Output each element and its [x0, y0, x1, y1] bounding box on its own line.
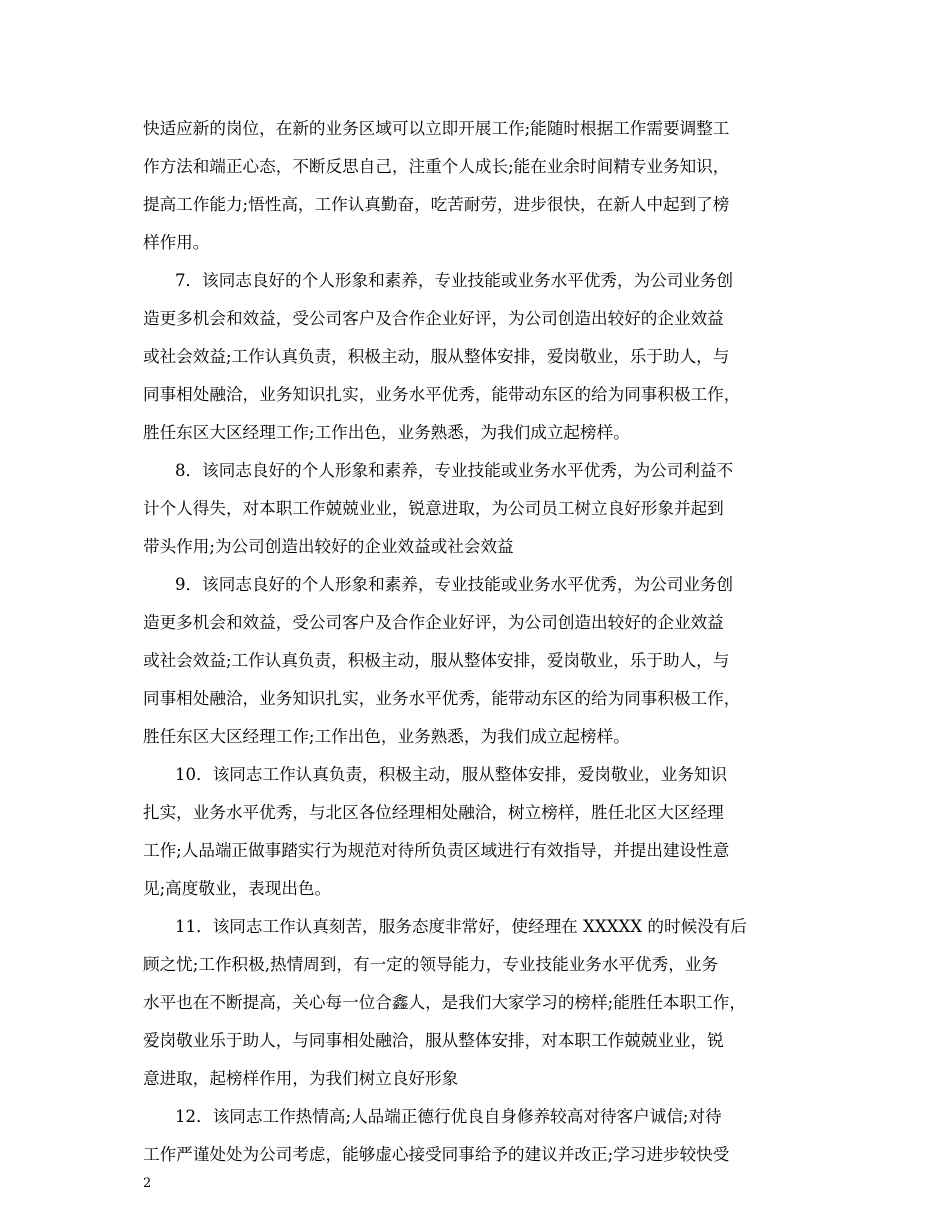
text-line: 工作严谨处处为公司考虑，能够虚心接受同事给予的建议并改正;学习进步较快受 [143, 1145, 730, 1164]
text-line: 或社会效益;工作认真负责，积极主动，服从整体安排，爱岗敬业，乐于助人，与 [143, 347, 730, 366]
text-line: 11．该同志工作认真刻苦，服务态度非常好，使经理在 XXXXX 的时候没有后 [175, 917, 747, 936]
text-line: 爱岗敬业乐于助人，与同事相处融洽，服从整体安排，对本职工作兢兢业业，锐 [143, 1031, 724, 1050]
text-line: 计个人得失，对本职工作兢兢业业，锐意进取，为公司员工树立良好形象并起到 [143, 499, 724, 518]
text-line: 胜任东区大区经理工作;工作出色，业务熟悉，为我们成立起榜样。 [143, 727, 630, 746]
text-line: 作方法和端正心态，不断反思自己，注重个人成长;能在业余时间精专业务知识， [143, 157, 730, 176]
text-line: 意进取，起榜样作用，为我们树立良好形象 [143, 1069, 459, 1088]
text-line: 样作用。 [143, 233, 210, 252]
page-number: 2 [143, 1176, 152, 1191]
text-line: 或社会效益;工作认真负责，积极主动，服从整体安排，爱岗敬业，乐于助人，与 [143, 651, 730, 670]
text-line: 同事相处融洽，业务知识扎实，业务水平优秀，能带动东区的给为同事积极工作， [143, 689, 741, 708]
text-line: 见;高度敬业，表现出色。 [143, 879, 332, 898]
text-line: 快适应新的岗位，在新的业务区域可以立即开展工作;能随时根据工作需要调整工 [143, 119, 730, 138]
text-line: 造更多机会和效益，受公司客户及合作企业好评，为公司创造出较好的企业效益 [143, 309, 724, 328]
text-line: 胜任东区大区经理工作;工作出色，业务熟悉，为我们成立起榜样。 [143, 423, 630, 442]
text-line: 提高工作能力;悟性高，工作认真勤奋，吃苦耐劳，进步很快，在新人中起到了榜 [143, 195, 730, 214]
text-line: 12．该同志工作热情高;人品端正德行优良自身修养较高对待客户诚信;对待 [175, 1107, 722, 1126]
text-line: 水平也在不断提高，关心每一位合鑫人，是我们大家学习的榜样;能胜任本职工作， [143, 993, 746, 1012]
text-line: 同事相处融洽，业务知识扎实，业务水平优秀，能带动东区的给为同事积极工作， [143, 385, 741, 404]
text-line: 造更多机会和效益，受公司客户及合作企业好评，为公司创造出较好的企业效益 [143, 613, 724, 632]
text-line: 7．该同志良好的个人形象和素养，专业技能或业务水平优秀，为公司业务创 [175, 271, 734, 290]
text-line: 带头作用;为公司创造出较好的企业效益或社会效益 [143, 537, 514, 556]
text-line: 扎实，业务水平优秀，与北区各位经理相处融洽，树立榜样，胜任北区大区经理 [143, 803, 724, 822]
text-line: 9．该同志良好的个人形象和素养，专业技能或业务水平优秀，为公司业务创 [175, 575, 734, 594]
text-line: 8．该同志良好的个人形象和素养，专业技能或业务水平优秀，为公司利益不 [175, 461, 734, 480]
text-line: 顾之忧;工作积极,热情周到，有一定的领导能力，专业技能业务水平优秀，业务 [143, 955, 719, 974]
text-line: 工作;人品端正做事踏实行为规范对待所负责区域进行有效指导，并提出建设性意 [143, 841, 730, 860]
text-line: 10．该同志工作认真负责，积极主动，服从整体安排，爱岗敬业，业务知识 [175, 765, 728, 784]
